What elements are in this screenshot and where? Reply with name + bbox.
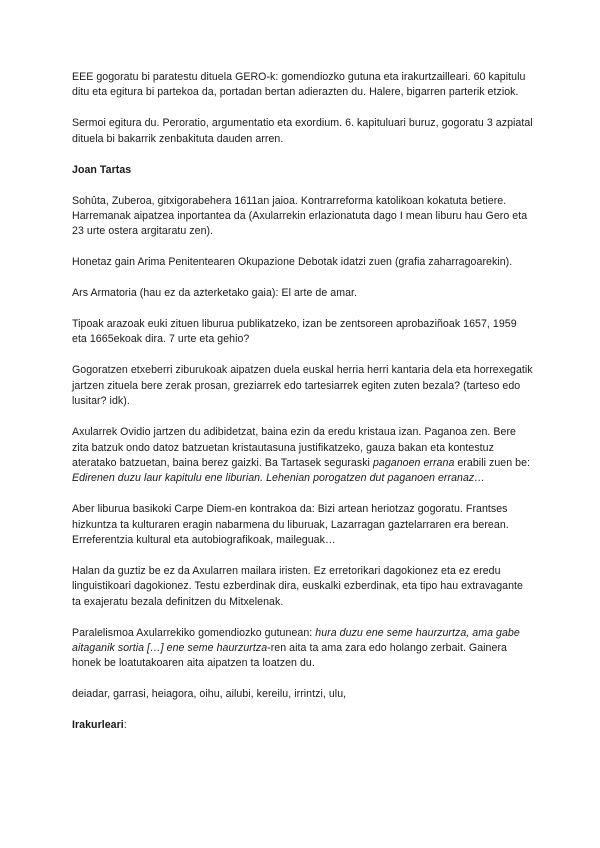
ovidio-quote-1: paganoen errana (372, 456, 455, 469)
section-heading-irakurleari: Irakurleari (72, 719, 124, 732)
paralelismoa-text-b: -ren aita ta ama zara edo holango zerbait. Gainera honek be loatutakoaren aita aipatzen ta loatzen du. (72, 642, 507, 670)
paragraph-gero-paratexts: EEE gogoratu bi paratestu dituela GERO-k: gomendiozko gutuna eta irakurtzailleari. 60 kapitulu ditu eta egitura bi partekoa da, portadan bertan adierazten du. Halere, bigarren parterik etziok. (72, 71, 526, 99)
paragraph-arima-penitentea: Honetaz gain Arima Penitentearen Okupazione Debotak idatzi zuen (grafia zaharragoarekin). (72, 256, 513, 269)
ovidio-quote-2: Edirenen duzu laur kapitulu ene liburian. Lehenian porogatzen dut paganoen erranaz… (72, 472, 485, 485)
section-heading-irakurleari-line (72, 718, 534, 733)
paragraph-word-list: deiadar, garrasi, heiagora, oihu, ailubi, kereilu, irrintzi, ulu, (72, 688, 347, 701)
paragraph-ovidio (72, 425, 534, 487)
section-heading-joan-tartas: Joan Tartas (72, 163, 132, 176)
document-page (72, 70, 534, 749)
paragraph-paralelismoa (72, 626, 534, 672)
paragraph-axular-comparison: Halan da guztiz be ez da Axularren mailara iristen. Ez erretorikari dagokionez eta ez eredu linguistikoari dagokionez. Testu ezberdinak dira, euskalki ezberdinak, eta tipo hau extravagante ta exajeratu bezala definitzen du Mitxelenak. (72, 564, 523, 608)
paragraph-censors-approval: Tipoak arazoak euki zituen liburua publikatzeko, izan be zentsoreen aprobaziñoak 1657, 1959 eta 1665ekoak dira. 7 urte eta gehio? (72, 318, 517, 346)
paragraph-sermon-structure: Sermoi egitura du. Peroratio, argumentatio eta exordium. 6. kapituluari buruz, gogoratu 3 azpiatal dituela bi bakarrik zenbakituta dauden arren. (72, 117, 533, 145)
paragraph-ars-armatoria: Ars Armatoria (hau ez da azterketako gaia): El arte de amar. (72, 287, 358, 300)
paragraph-tartas-biography: Sohûta, Zuberoa, gitxigorabehera 1611an jaioa. Kontrarreforma katolikoan kokatuta betiere. Harremanak aipatzea inportantea da (Axularrekin erlazionatuta dago I mean liburu hau Gero eta 23 urte ostera argitaratu zen). (72, 194, 528, 238)
paragraph-etxeberri-ziburu: Gogoratzen etxeberri ziburukoak aipatzen duela euskal herria herri kantaria dela eta horrexegatik jartzen zituela bere zerak prosan, greziarrek edo tartesiarrek egiten zuten bezala? (tarteso edo lusitar? idk). (72, 364, 533, 408)
paralelismoa-text-a: Paralelismoa Axularrekiko gomendiozko gutunean: (72, 626, 316, 639)
paralelismoa-quote: hura duzu ene seme haurzurtza, ama gabe aitaganik sortia […] ene seme haurzurtza (72, 626, 520, 655)
heading-colon: : (123, 719, 127, 732)
ovidio-text-b: erabili zuen be: (454, 456, 531, 469)
ovidio-text-a: Axularrek Ovidio jartzen du adibidetzat, baina ezin da eredu kristaua izan. Paganoa zen. Bere zita batzuk ondo datoz batzuetan kristautasuna justifikatzeko, gauza bakan eta kontestuz ateratako batzuetan, baina berez gaizki. Ba Tartasek seguraski (72, 426, 516, 469)
paragraph-carpe-diem: Aber liburua basikoki Carpe Diem-en kontrakoa da: Bizi artean heriotzaz gogoratu. Frantses hizkuntza ta kulturaren eragin nabarmena du liburuak, Lazarragan gaztelarraren era berean. Erreferentzia kultural eta autobiografikoak, maileguak… (72, 503, 509, 547)
